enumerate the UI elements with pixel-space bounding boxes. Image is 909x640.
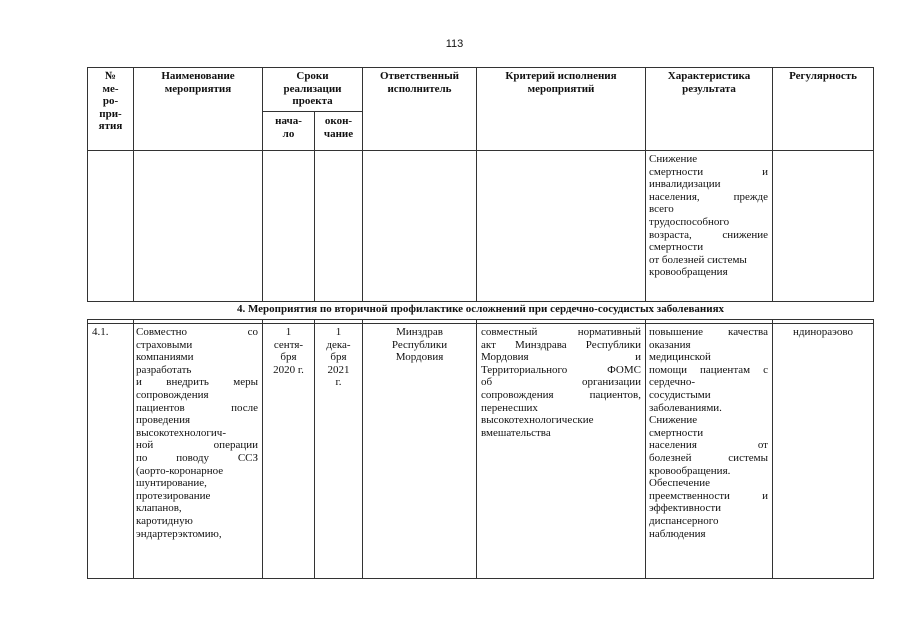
header-start: нача- ло xyxy=(275,115,302,140)
header-deadlines: Сроки реализации проекта xyxy=(283,70,342,108)
row-regularity: ндинораэово xyxy=(793,326,853,338)
row-responsible: Минздрав Республики Мордовия xyxy=(391,326,448,364)
carry-over-result: Снижение смертности и инвалидизации населения, прежде всего трудоспособного возраста, снижение смертности от болезней системы кровообращения xyxy=(649,153,768,279)
row-number: 4.1. xyxy=(92,326,109,338)
section-title: 4. Мероприятия по вторичной профилактике осложнений при сердечно-сосудистых заболеваниях xyxy=(236,303,725,315)
header-end: окон- чание xyxy=(323,115,354,140)
header-responsible: Ответственный исполнитель xyxy=(379,70,460,95)
row-criterion: совместный нормативный акт Минздрава Республики Мордовия и Территориального ФОМС об организации сопровождения пациентов, перенесших высокотехнологические вмешательства xyxy=(481,326,641,439)
row-end-date: 1 дека- бря 2021 г. xyxy=(326,326,351,389)
row-name: Совместно со страховыми компаниями разработать и внедрить меры сопровождения пациентов после проведения высокотехнологич- ной операции по поводу ССЗ (аорто-коронарное шунтирование, протезирование клапанов, каротидную эндартерэктомию, xyxy=(136,326,258,540)
header-criterion: Критерий исполнения мероприятий xyxy=(505,70,617,95)
row-result: повышение качества оказания медицинской помощи пациентам с сердечно- сосудистыми заболеваниями. Снижение смертности населения от болезней системы кровообращения. Обеспечение преемственности и эффективности диспансерного наблюдения xyxy=(649,326,768,540)
row-start-date: 1 сентя- бря 2020 г. xyxy=(273,326,304,376)
page-number: 113 xyxy=(445,38,464,50)
header-num: № ме- ро- при- ятия xyxy=(98,70,123,133)
header-regularity: Регулярность xyxy=(789,70,857,82)
header-name: Наименование мероприятия xyxy=(161,70,235,95)
header-result: Характеристика результата xyxy=(667,70,751,95)
